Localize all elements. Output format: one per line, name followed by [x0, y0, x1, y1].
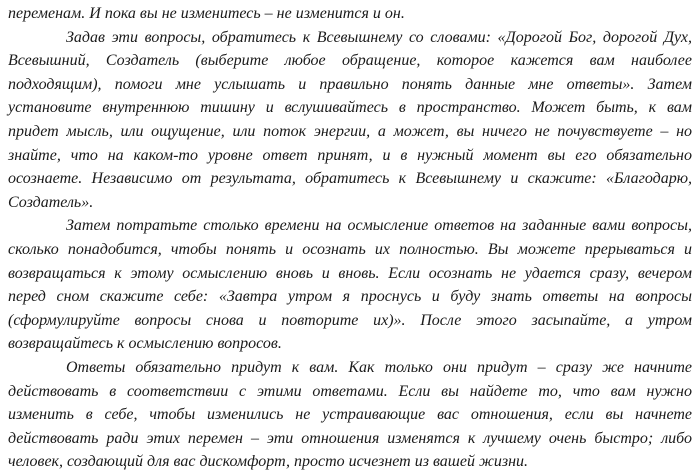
paragraph: [8, 356, 692, 474]
text-line: возвращаться к этому осмыслению вновь и вновь. Если осознать не удается сразу, вечером: [8, 264, 692, 282]
text-line: перед сном скажите себе: «Завтра утром я проснусь и буду знать ответы на вопросы: [8, 288, 692, 306]
paragraph: [8, 26, 692, 215]
text-line: изменить в себе, чтобы изменились не устраивающие вас отношения, если вы начнете: [8, 406, 692, 424]
paragraph: [8, 2, 692, 26]
text-line: знайте, что на каком-то уровне ответ принят, и в нужный момент вы его обязательно: [8, 146, 692, 164]
text-line: установите внутреннюю тишину и вслушивайтесь в пространство. Может быть, к вам: [8, 99, 692, 117]
text-line: Всевышний, Создатель (выберите любое обращение, которое кажется вам наиболее: [8, 52, 692, 70]
text-line: сколько понадобится, чтобы понять и осознать их полностью. Вы можете прерываться и: [8, 240, 692, 258]
text-line: действовать в соответствии с этими ответами. Если вы найдете то, что вам нужно: [8, 382, 692, 400]
text-line: Задав эти вопросы, обратитесь к Всевышнему со словами: «Дорогой Бог, дорогой Дух,: [66, 28, 692, 46]
text-line: подходящим), помоги мне услышать и правильно понять данные мне ответы». Затем: [8, 75, 692, 93]
text-line: Затем потратьте столько времени на осмысление ответов на заданные вами вопросы,: [66, 217, 692, 235]
text-line: переменам. И пока вы не изменитесь – не изменится и он.: [8, 5, 405, 22]
text-line: человек, создающий для вас дискомфорт, просто исчезнет из вашей жизни.: [8, 453, 529, 471]
text-line: Ответы обязательно придут к вам. Как только они придут – сразу же начните: [66, 358, 692, 376]
paragraph: [8, 214, 692, 356]
text-line: действовать ради этих перемен – эти отношения изменятся к лучшему очень быстро; либо: [8, 429, 692, 447]
text-line: Создатель».: [8, 193, 94, 211]
text-line: (сформулируйте вопросы снова и повторите их)». После этого засыпайте, а утром: [8, 311, 692, 329]
text-line: придет мысль, или ощущение, или поток энергии, а может, вы ничего не почувствуете – но: [8, 122, 692, 140]
document-page: [8, 2, 692, 474]
text-line: возвращайтесь к осмыслению вопросов.: [8, 335, 282, 353]
text-line: осознаете. Независимо от результата, обратитесь к Всевышнему и скажите: «Благодарю,: [8, 170, 692, 188]
